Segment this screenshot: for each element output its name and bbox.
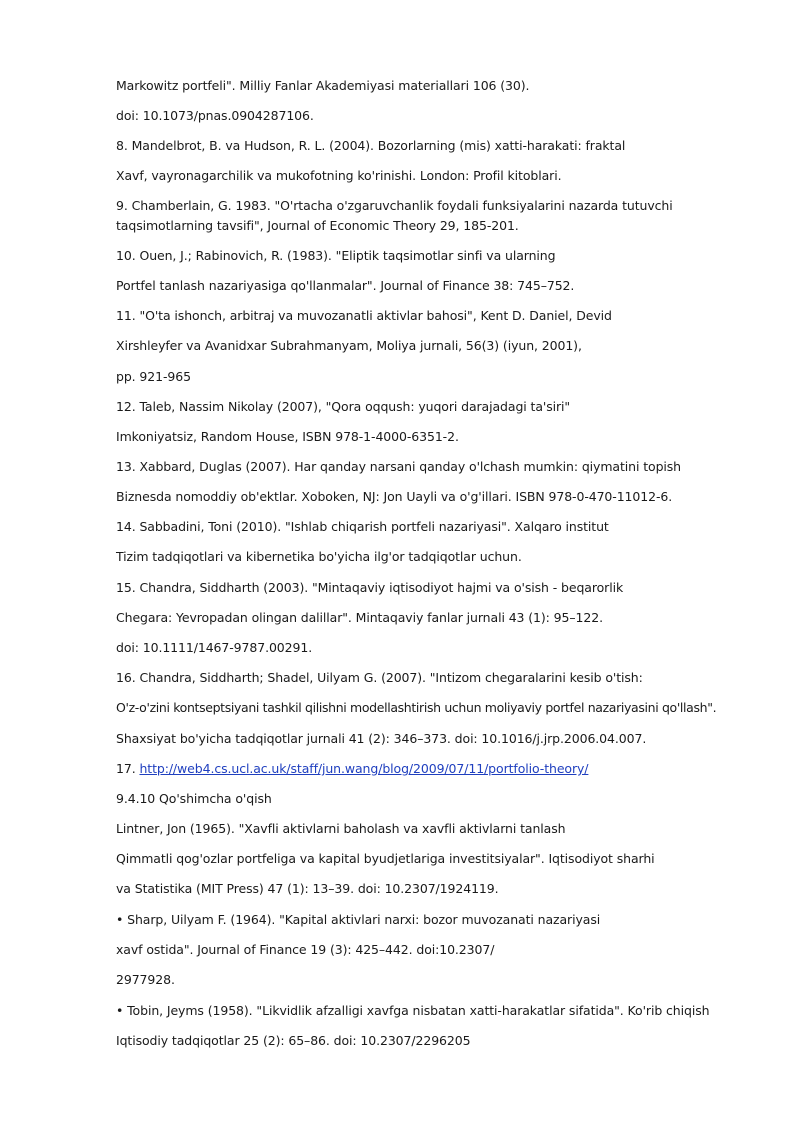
text-line: Xirshleyfer va Avanidxar Subrahmanyam, Moliya jurnali, 56(3) (iyun, 2001), — [116, 338, 582, 353]
text-line: 13. Xabbard, Duglas (2007). Har qanday narsani qanday o'lchash mumkin: qiymatini topish — [116, 459, 682, 474]
text-line: Portfel tanlash nazariyasiga qo'llanmalar". Journal of Finance 38: 745–752. — [116, 278, 575, 293]
text-line: 10. Ouen, J.; Rabinovich, R. (1983). "Eliptik taqsimotlar sinfi va ularning — [116, 248, 556, 263]
text-line: Tizim tadqiqotlari va kibernetika bo'yicha ilg'or tadqiqotlar uchun. — [116, 549, 522, 564]
text-line: 2977928. — [116, 972, 175, 987]
text-line: Chegara: Yevropadan olingan dalillar". Mintaqaviy fanlar jurnali 43 (1): 95–122. — [116, 610, 603, 625]
reference-17 — [116, 761, 588, 777]
text-line: taqsimotlarning tavsifi", Journal of Economic Theory 29, 185-201. — [116, 218, 519, 233]
text-line: 8. Mandelbrot, B. va Hudson, R. L. (2004). Bozorlarning (mis) xatti-harakati: fraktal — [116, 138, 626, 153]
text-line: doi: 10.1111/1467-9787.00291. — [116, 640, 313, 655]
section-heading: 9.4.10 Qo'shimcha o'qish — [116, 791, 272, 806]
text-line: 16. Chandra, Siddharth; Shadel, Uilyam G. (2007). "Intizom chegaralarini kesib o'tish: — [116, 670, 643, 685]
text-line: doi: 10.1073/pnas.0904287106. — [116, 108, 314, 123]
text-line: Xavf, vayronagarchilik va mukofotning ko'rinishi. London: Profil kitoblari. — [116, 168, 562, 183]
text-line: 14. Sabbadini, Toni (2010). "Ishlab chiqarish portfeli nazariyasi". Xalqaro institut — [116, 519, 609, 534]
text-line: xavf ostida". Journal of Finance 19 (3): 425–442. doi:10.2307/ — [116, 942, 495, 957]
text-line: Imkoniyatsiz, Random House, ISBN 978-1-4000-6351-2. — [116, 429, 459, 444]
text-line: Shaxsiyat bo'yicha tadqiqotlar jurnali 41 (2): 346–373. doi: 10.1016/j.jrp.2006.04.007. — [116, 731, 647, 746]
text-line: • Sharp, Uilyam F. (1964). "Kapital aktivlari narxi: bozor muvozanati nazariyasi — [116, 912, 601, 927]
text-line: 9. Chamberlain, G. 1983. "O'rtacha o'zgaruvchanlik foydali funksiyalarini nazarda tutuvchi — [116, 198, 673, 213]
text-line: Lintner, Jon (1965). "Xavfli aktivlarni baholash va xavfli aktivlarni tanlash — [116, 821, 566, 836]
text-line: Markowitz portfeli". Milliy Fanlar Akademiyasi materiallari 106 (30). — [116, 78, 530, 93]
text-line: Iqtisodiy tadqiqotlar 25 (2): 65–86. doi: 10.2307/2296205 — [116, 1033, 471, 1048]
text-line: Qimmatli qog'ozlar portfeliga va kapital byudjetlariga investitsiyalar". Iqtisodiyot sharhi — [116, 851, 655, 866]
text-line: 15. Chandra, Siddharth (2003). "Mintaqaviy iqtisodiyot hajmi va o'sish - beqarorlik — [116, 580, 624, 595]
text-line: 12. Taleb, Nassim Nikolay (2007), "Qora oqqush: yuqori darajadagi ta'siri" — [116, 399, 571, 414]
reference-number: 17. — [116, 761, 140, 776]
text-line: 11. "O'ta ishonch, arbitraj va muvozanatli aktivlar bahosi", Kent D. Daniel, Devid — [116, 308, 612, 323]
text-line: Biznesda nomoddiy ob'ektlar. Xoboken, NJ: Jon Uayli va o'g'illari. ISBN 978-0-470-11012-6. — [116, 489, 673, 504]
text-line: • Tobin, Jeyms (1958). "Likvidlik afzalligi xavfga nisbatan xatti-harakatlar sifatida". Ko'rib chiqish — [116, 1003, 710, 1018]
text-line: O'z-o'zini kontseptsiyani tashkil qilishni modellashtirish uchun moliyaviy portfel nazariyasini qo'llash". — [116, 700, 717, 715]
portfolio-theory-link[interactable]: http://web4.cs.ucl.ac.uk/staff/jun.wang/blog/2009/07/11/portfolio-theory/ — [139, 761, 589, 776]
text-line: pp. 921-965 — [116, 369, 191, 384]
text-line: va Statistika (MIT Press) 47 (1): 13–39. doi: 10.2307/1924119. — [116, 881, 499, 896]
